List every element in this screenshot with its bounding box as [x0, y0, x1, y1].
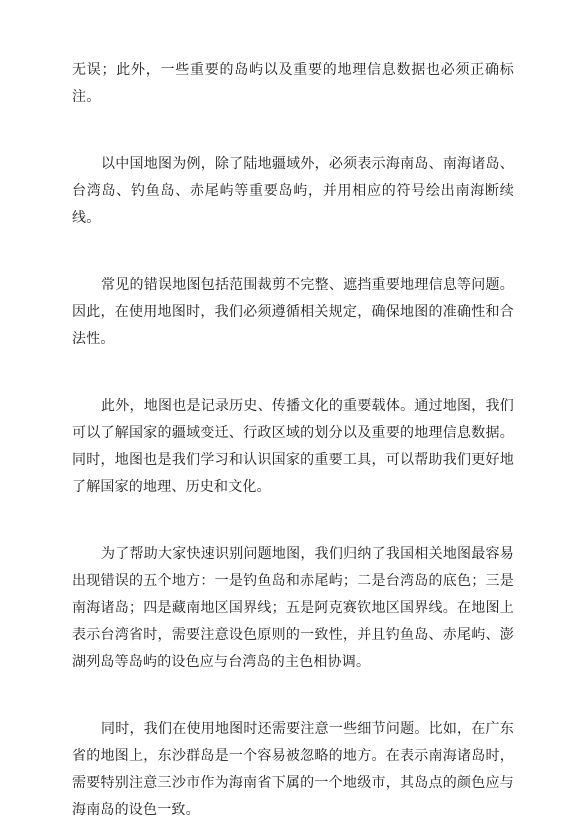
paragraph-4: 此外，地图也是记录历史、传播文化的重要载体。通过地图，我们可以了解国家的疆域变迁、行政区域的划分以及重要的地理信息数据。同时，地图也是我们学习和认识国家的重要工具，可以帮助我们更好地了解国家的地理、历史和文化。 — [72, 398, 514, 495]
paragraph-gap — [72, 232, 514, 272]
paragraph-6: 同时，我们在使用地图时还需要注意一些细节问题。比如，在广东省的地图上，东沙群岛是一个容易被忽略的地方。在表示南海诸岛时，需要特别注意三沙市作为海南省下属的一个地级市，其岛点的颜色应与海南岛的设色一致。 — [72, 721, 514, 818]
paragraph-3: 常见的错误地图包括范围裁剪不完整、遮挡重要地理信息等问题。因此，在使用地图时，我们必须遵循相关规定，确保地图的准确性和合法性。 — [72, 277, 514, 347]
paragraph-gap — [72, 676, 514, 716]
paragraph-1: 无误；此外，一些重要的岛屿以及重要的地理信息数据也必须正确标注。 — [72, 62, 514, 105]
paragraph-gap — [72, 111, 514, 151]
paragraph-gap — [72, 353, 514, 393]
paragraph-2: 以中国地图为例，除了陆地疆域外，必须表示海南岛、南海诸岛、台湾岛、钓鱼岛、赤尾屿等重要岛屿，并用相应的符号绘出南海断续线。 — [72, 156, 514, 226]
paragraph-gap — [72, 501, 514, 541]
paragraph-5: 为了帮助大家快速识别问题地图，我们归纳了我国相关地图最容易出现错误的五个地方：一是钓鱼岛和赤尾屿；二是台湾岛的底色；三是南海诸岛；四是藏南地区国界线；五是阿克赛钦地区国界线。在地图上表示台湾省时，需要注意设色原则的一致性，并且钓鱼岛、赤尾屿、澎湖列岛等岛屿的设色应与台湾岛的主色相协调。 — [72, 546, 514, 670]
